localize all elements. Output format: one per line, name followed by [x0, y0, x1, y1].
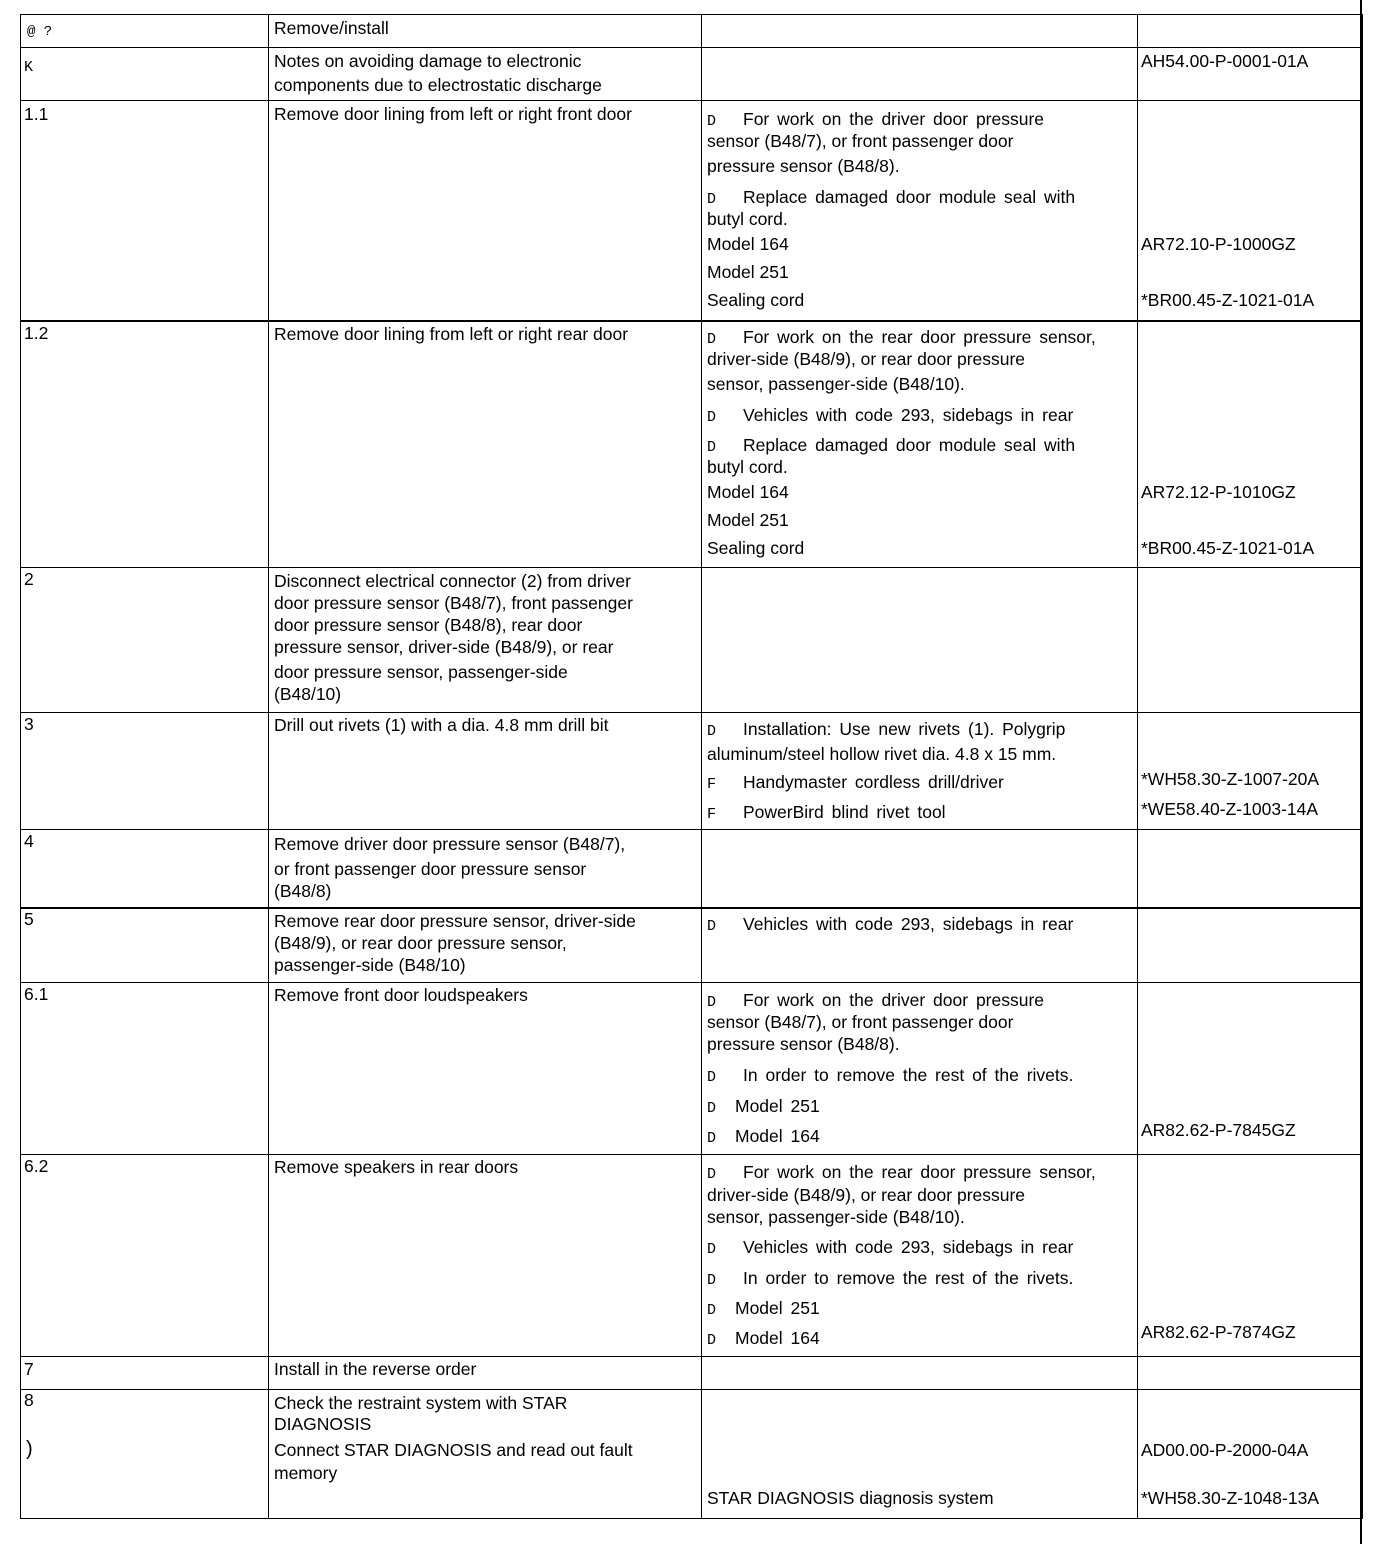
- operation-text: Remove driver door pressure sensor (B48/7),: [274, 834, 626, 854]
- operation-text: (B48/8): [274, 881, 332, 901]
- operation-cell: [268, 830, 701, 907]
- tool-symbol-icon: F: [707, 806, 717, 823]
- reference-code[interactable]: *BR00.45-Z-1021-01A: [1141, 290, 1315, 310]
- note-text: Vehicles with code 293, sidebags in rear: [743, 914, 1074, 934]
- operation-cell: [268, 48, 701, 100]
- diagnosis-symbol-icon: ): [26, 1438, 33, 1460]
- notes-cell: [701, 1390, 1137, 1518]
- operation-text: DIAGNOSIS: [274, 1414, 372, 1434]
- step-cell: [20, 830, 268, 907]
- header-symbols: @ ?: [27, 24, 53, 40]
- header-title-cell: [268, 15, 701, 47]
- operation-cell: [268, 322, 701, 567]
- note-symbol-icon: D: [707, 994, 717, 1011]
- notes-cell: [701, 983, 1137, 1154]
- note-symbol-icon: D: [707, 1100, 717, 1117]
- refs-cell: [1137, 830, 1363, 907]
- operation-text: Disconnect electrical connector (2) from driver: [274, 571, 631, 591]
- table-row: [20, 1356, 1363, 1389]
- refs-cell: [1137, 322, 1363, 567]
- operation-text: pressure sensor, driver-side (B48/9), or rear: [274, 637, 614, 657]
- note-text: sensor (B48/7), or front passenger door: [707, 1012, 1014, 1032]
- operation-cell: [268, 713, 701, 829]
- operation-text: components due to electrostatic discharge: [274, 75, 602, 95]
- note-text: In order to remove the rest of the rivets.: [743, 1065, 1074, 1085]
- reference-code[interactable]: AR82.62-P-7874GZ: [1141, 1322, 1296, 1342]
- note-text: sensor, passenger-side (B48/10).: [707, 374, 965, 394]
- refs-cell: [1137, 1155, 1363, 1356]
- note-symbol-icon: D: [707, 191, 717, 208]
- refs-cell: [1137, 101, 1363, 320]
- note-text: Model 164: [707, 482, 789, 502]
- step-number: 8: [24, 1390, 34, 1410]
- operation-cell: [268, 1155, 701, 1356]
- operation-cell: [268, 983, 701, 1154]
- notes-cell: [701, 48, 1137, 100]
- note-text: PowerBird blind rivet tool: [743, 802, 946, 822]
- operation-text: Remove door lining from left or right front door: [274, 104, 632, 124]
- notes-cell: [701, 713, 1137, 829]
- operation-text: door pressure sensor (B48/8), rear door: [274, 615, 583, 635]
- step-cell: [20, 322, 268, 567]
- reference-code[interactable]: *BR00.45-Z-1021-01A: [1141, 538, 1315, 558]
- step-number: 4: [24, 831, 34, 851]
- note-symbol-icon: D: [707, 1302, 717, 1319]
- note-text: aluminum/steel hollow rivet dia. 4.8 x 15 mm.: [707, 744, 1057, 764]
- refs-cell: [1137, 568, 1363, 712]
- note-symbol-icon: D: [707, 1069, 717, 1086]
- header-symbols-cell: [20, 15, 268, 47]
- operation-text: Remove rear door pressure sensor, driver-side: [274, 911, 636, 931]
- step-cell: [20, 1357, 268, 1389]
- table-row: [20, 907, 1363, 982]
- operation-text: Remove door lining from left or right rear door: [274, 324, 629, 344]
- operation-text: Remove speakers in rear doors: [274, 1157, 519, 1177]
- step-cell: [20, 909, 268, 982]
- notes-cell: [701, 909, 1137, 982]
- notes-cell: [701, 322, 1137, 567]
- notes-cell: [701, 568, 1137, 712]
- step-cell: [20, 983, 268, 1154]
- note-text: sensor, passenger-side (B48/10).: [707, 1207, 965, 1227]
- table-row: [20, 1389, 1363, 1519]
- note-symbol-icon: D: [707, 1130, 717, 1147]
- step-cell: [20, 568, 268, 712]
- table-row: [20, 829, 1363, 907]
- header-title: Remove/install: [274, 18, 389, 38]
- note-symbol-icon: D: [707, 1166, 717, 1183]
- operation-text: or front passenger door pressure sensor: [274, 859, 587, 879]
- step-cell: [20, 1390, 268, 1518]
- operation-text: passenger-side (B48/10): [274, 955, 466, 975]
- note-text: Sealing cord: [707, 290, 805, 310]
- note-symbol-icon: D: [707, 331, 717, 348]
- step-number: K: [24, 59, 34, 76]
- note-text: pressure sensor (B48/8).: [707, 156, 900, 176]
- operation-text: (B48/10): [274, 684, 342, 704]
- note-symbol-icon: D: [707, 113, 717, 130]
- note-text: Model 164: [707, 234, 789, 254]
- note-text: Replace damaged door module seal with: [743, 435, 1076, 455]
- note-text: Model 164: [735, 1328, 820, 1348]
- reference-code[interactable]: AD00.00-P-2000-04A: [1141, 1440, 1309, 1460]
- note-text: For work on the driver door pressure: [743, 990, 1045, 1010]
- note-text: butyl cord.: [707, 209, 788, 229]
- operation-text: Check the restraint system with STAR: [274, 1393, 568, 1413]
- operation-text: Drill out rivets (1) with a dia. 4.8 mm drill bit: [274, 715, 609, 735]
- reference-code[interactable]: *WE58.40-Z-1003-14A: [1141, 799, 1319, 819]
- refs-cell: [1137, 1357, 1363, 1389]
- note-text: Vehicles with code 293, sidebags in rear: [743, 405, 1074, 425]
- note-text: For work on the rear door pressure sensor,: [743, 1162, 1096, 1182]
- step-number: 1.1: [24, 104, 49, 124]
- note-symbol-icon: D: [707, 1272, 717, 1289]
- refs-cell: [1137, 1390, 1363, 1518]
- note-text: Model 251: [735, 1096, 820, 1116]
- note-text: Model 164: [735, 1126, 820, 1146]
- table-header-row: [20, 14, 1363, 47]
- note-text: driver-side (B48/9), or rear door pressure: [707, 349, 1026, 369]
- header-notes-cell: [701, 15, 1137, 47]
- reference-code[interactable]: *WH58.30-Z-1007-20A: [1141, 769, 1319, 789]
- note-symbol-icon: D: [707, 723, 717, 740]
- note-text: driver-side (B48/9), or rear door pressure: [707, 1185, 1026, 1205]
- step-number: 7: [24, 1359, 34, 1379]
- refs-cell: [1137, 48, 1363, 100]
- header-refs-cell: [1137, 15, 1363, 47]
- step-cell: [20, 101, 268, 320]
- operation-cell: [268, 101, 701, 320]
- note-symbol-icon: D: [707, 439, 717, 456]
- refs-cell: [1137, 713, 1363, 829]
- note-text: For work on the rear door pressure sensor,: [743, 327, 1096, 347]
- table-row: [20, 567, 1363, 712]
- step-number: 2: [24, 569, 34, 589]
- operation-cell: [268, 568, 701, 712]
- note-symbol-icon: D: [707, 409, 717, 426]
- note-symbol-icon: D: [707, 1332, 717, 1349]
- table-row: [20, 100, 1363, 320]
- reference-code[interactable]: AR82.62-P-7845GZ: [1141, 1120, 1296, 1140]
- operation-cell: [268, 909, 701, 982]
- note-symbol-icon: D: [707, 918, 717, 935]
- notes-cell: [701, 101, 1137, 320]
- note-text: Model 251: [707, 510, 789, 530]
- operation-text: Install in the reverse order: [274, 1359, 477, 1379]
- note-text: For work on the driver door pressure: [743, 109, 1045, 129]
- reference-code[interactable]: *WH58.30-Z-1048-13A: [1141, 1488, 1319, 1508]
- operation-cell: [268, 1390, 701, 1518]
- step-number: 6.1: [24, 984, 49, 1004]
- refs-cell: [1137, 983, 1363, 1154]
- operation-text: (B48/9), or rear door pressure sensor,: [274, 933, 567, 953]
- operation-text: Notes on avoiding damage to electronic: [274, 51, 582, 71]
- operation-text: door pressure sensor (B48/7), front passenger: [274, 593, 633, 613]
- step-number: 1.2: [24, 323, 49, 343]
- reference-code[interactable]: AH54.00-P-0001-01A: [1141, 51, 1309, 71]
- note-text: Replace damaged door module seal with: [743, 187, 1076, 207]
- step-number: 3: [24, 714, 34, 734]
- reference-code[interactable]: AR72.12-P-1010GZ: [1141, 482, 1296, 502]
- note-text: pressure sensor (B48/8).: [707, 1034, 900, 1054]
- refs-cell: [1137, 909, 1363, 982]
- note-symbol-icon: D: [707, 1241, 717, 1258]
- table-row: [20, 1154, 1363, 1356]
- operation-text: Remove front door loudspeakers: [274, 985, 528, 1005]
- step-number: 6.2: [24, 1156, 49, 1176]
- note-text: Model 251: [707, 262, 789, 282]
- step-number: 5: [24, 909, 34, 929]
- note-text: In order to remove the rest of the rivets.: [743, 1268, 1074, 1288]
- note-text: Vehicles with code 293, sidebags in rear: [743, 1237, 1074, 1257]
- operation-text: door pressure sensor, passenger-side: [274, 662, 568, 682]
- tool-symbol-icon: F: [707, 776, 717, 793]
- notes-cell: [701, 1155, 1137, 1356]
- operation-text: Connect STAR DIAGNOSIS and read out fault: [274, 1440, 633, 1460]
- note-text: sensor (B48/7), or front passenger door: [707, 131, 1014, 151]
- operation-cell: [268, 1357, 701, 1389]
- note-text: Sealing cord: [707, 538, 805, 558]
- note-text: Model 251: [735, 1298, 820, 1318]
- note-text: butyl cord.: [707, 457, 788, 477]
- table-row: [20, 47, 1363, 100]
- note-text: Handymaster cordless drill/driver: [743, 772, 1004, 792]
- step-cell: [20, 1155, 268, 1356]
- step-cell: [20, 713, 268, 829]
- notes-cell: [701, 1357, 1137, 1389]
- note-text: Installation: Use new rivets (1). Polygrip: [743, 719, 1066, 739]
- table-row: [20, 320, 1363, 567]
- note-text: STAR DIAGNOSIS diagnosis system: [707, 1488, 994, 1508]
- reference-code[interactable]: AR72.10-P-1000GZ: [1141, 234, 1296, 254]
- step-cell: [20, 48, 268, 100]
- operation-text: memory: [274, 1463, 338, 1483]
- table-row: [20, 982, 1363, 1154]
- notes-cell: [701, 830, 1137, 907]
- table-row: [20, 712, 1363, 829]
